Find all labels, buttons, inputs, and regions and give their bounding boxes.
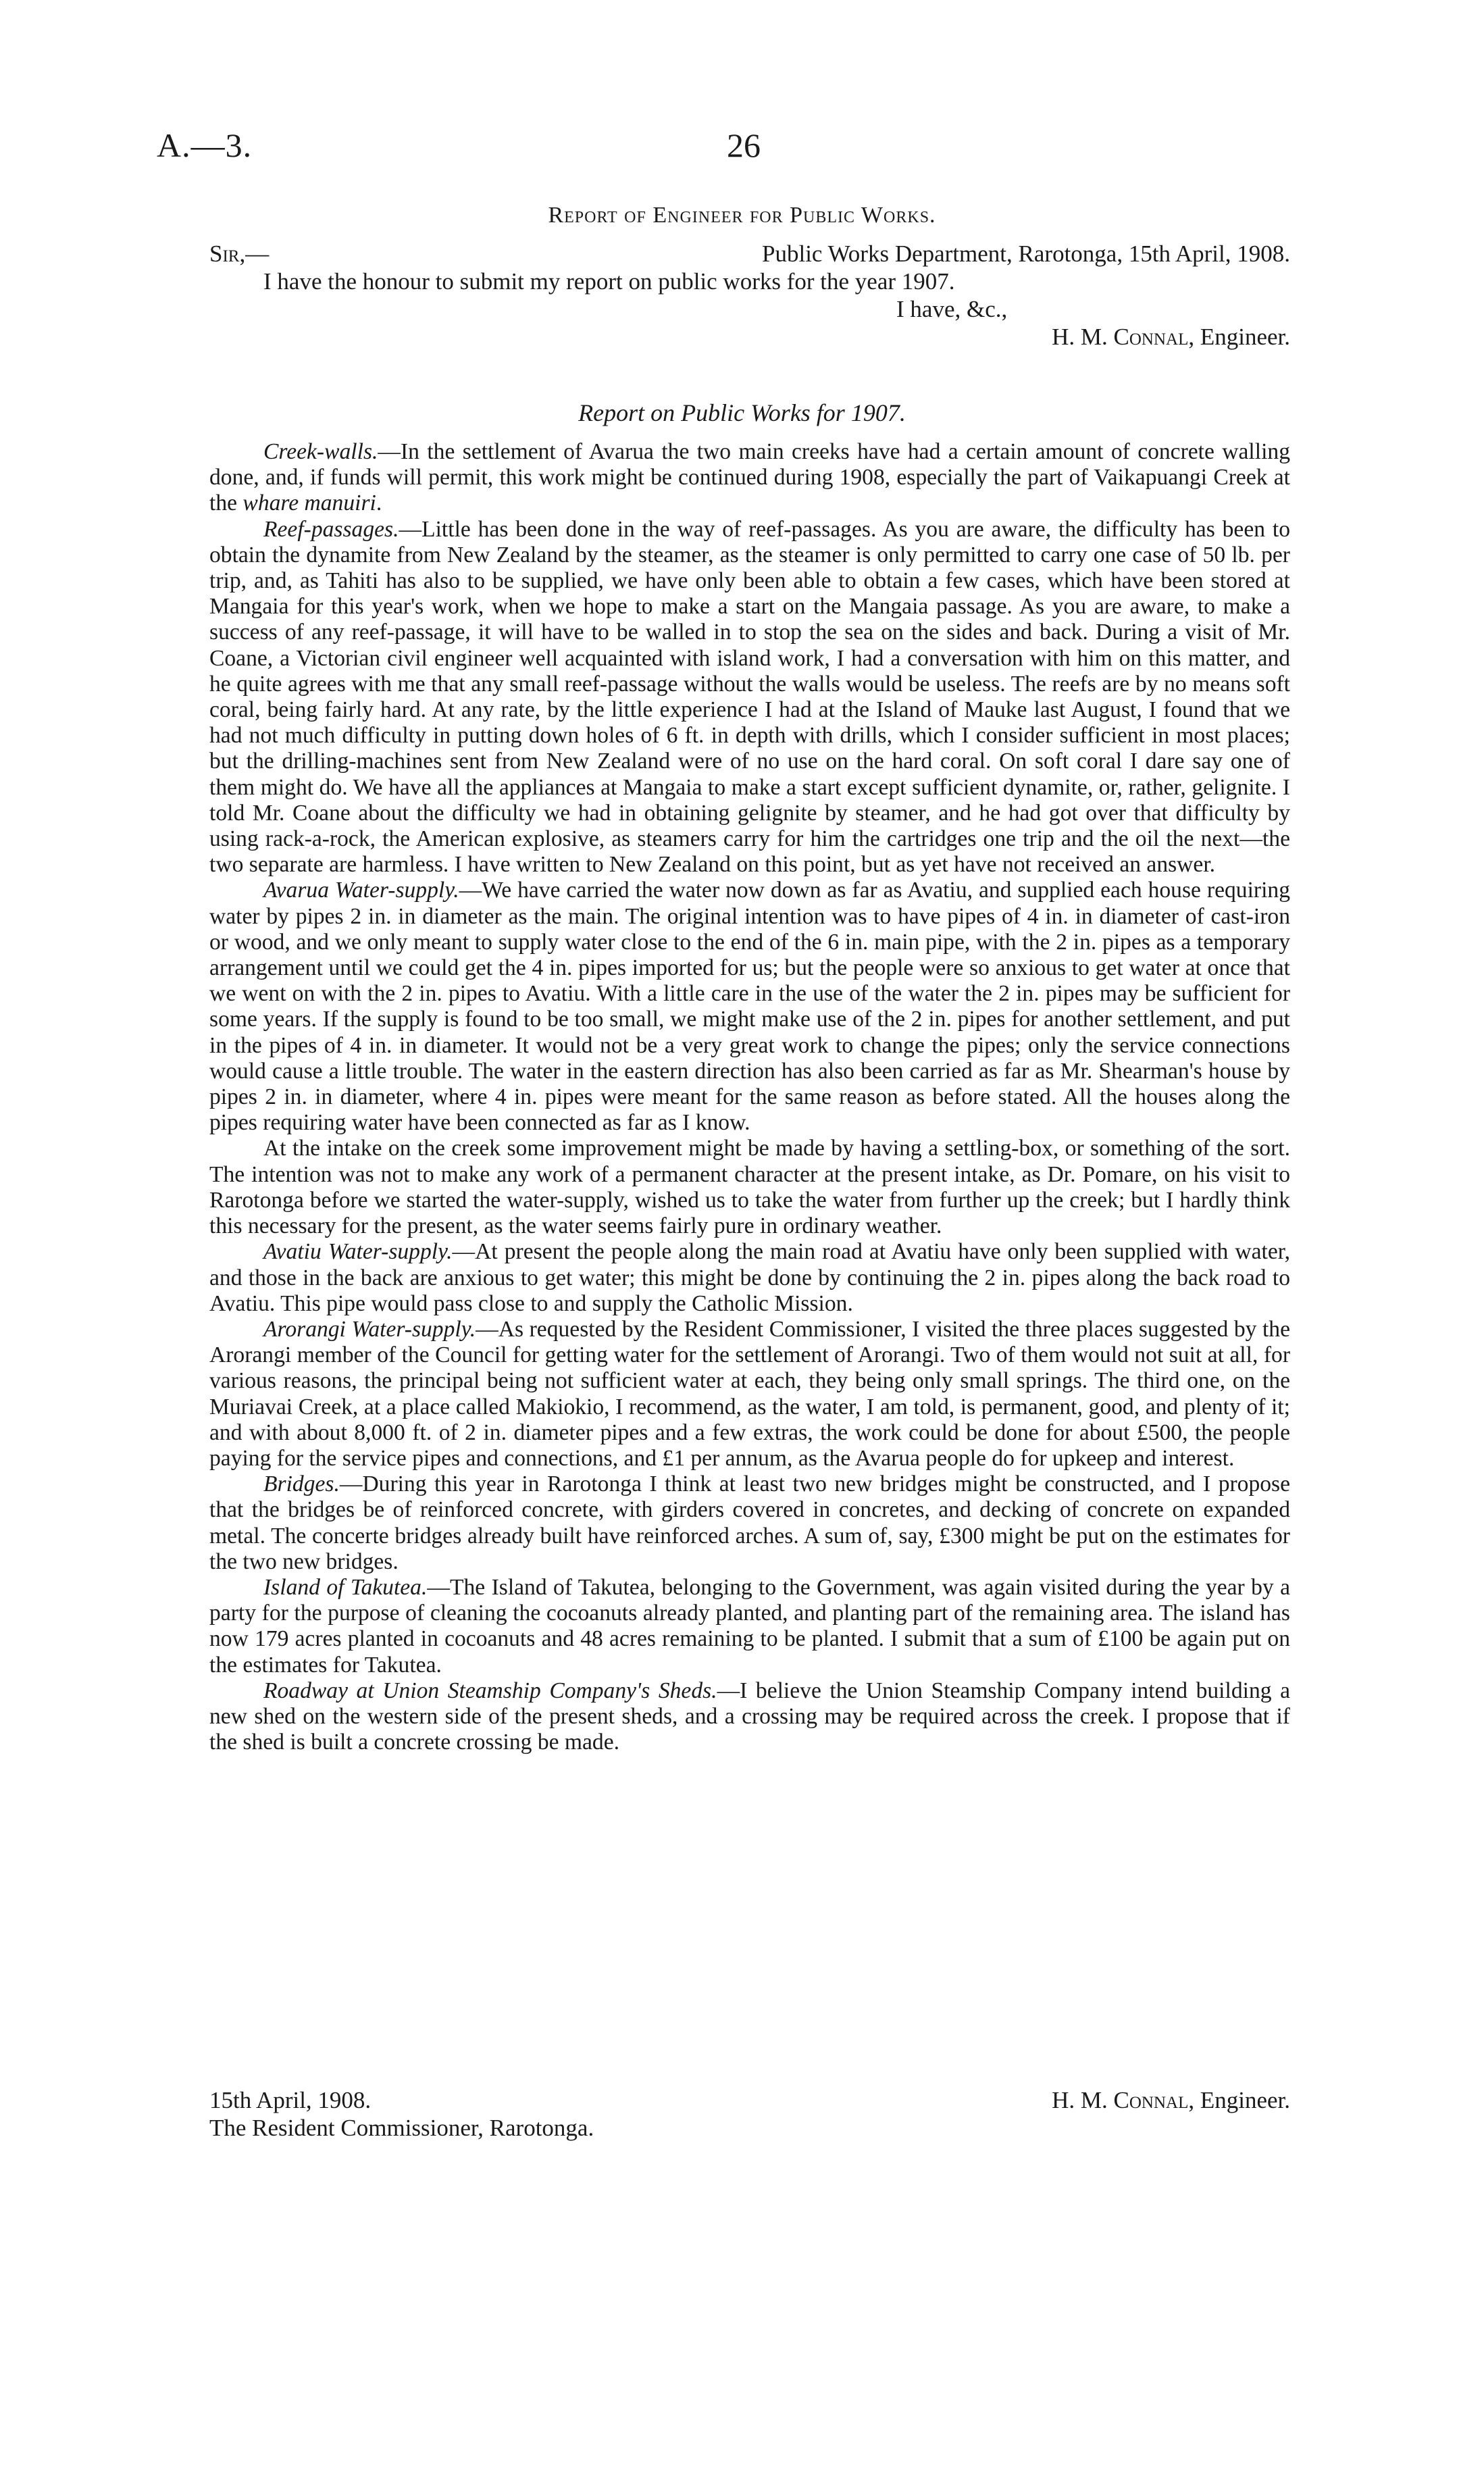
section-heading: Reef-passages. (263, 516, 399, 542)
section-text: —At present the people along the main road at Avatiu have only been supplied with water, and those in the back are anxious to get water; this might be done by continuing the 2 in. pipes along the back road to Avatiu. This pipe would pass close to and supply the Catholic Mission. (209, 1239, 1290, 1316)
report-subtitle: Report on Public Works for 1907. (578, 399, 906, 426)
section-heading: Avatiu Water-supply. (263, 1239, 453, 1265)
section-reef-passages (209, 517, 1290, 878)
letter-closing: I have, &c., (896, 296, 1008, 322)
section-avarua-water-supply (209, 878, 1290, 1136)
page-number: 26 (727, 126, 761, 164)
report-closing (209, 2086, 1290, 2142)
report-body (209, 439, 1290, 1755)
section-text: —We have carried the water now down as far as Avatiu, and supplied each house requiring water by pipes 2 in. in diameter as the main. The original intention was to have pipes of 4 in. in diameter of cast-iron or wood, and we only meant to supply water close to the end of the 6 in. main pipe, with the 2 in. pipes as a temporary arrangement until we could get the 4 in. pipes imported for us; but the people were so anxious to get water at once that we went on with the 2 in. pipes to Avatiu. With a little care in the use of the water the 2 in. pipes may be sufficient for some years. If the supply is found to be too small, we might make use of the 2 in. pipes for another settlement, and put in the pipes of 4 in. in diameter. It would not be a very great work to change the pipes; only the service connections would cause a little trouble. The water in the eastern direction has also been carried as far as Mr. Shearman's house by pipes 2 in. in diameter, where 4 in. pipes were meant for the same reason as before stated. All the houses along the pipes requiring water have been connected as far as I know. (209, 878, 1290, 1136)
section-text: —In the settlement of Avarua the two main creeks have had a certain amount of concrete walling done, and, if funds will permit, this work might be continued during 1908, especially the part of Vaikapuangi Creek at the (209, 439, 1290, 516)
section-island-of-takutea (209, 1575, 1290, 1678)
closing-signature (1052, 2086, 1290, 2114)
closing-date: 15th April, 1908. (209, 2087, 372, 2113)
addressee: The Resident Commissioner, Rarotonga. (209, 2115, 594, 2141)
section-heading: Arorangi Water-supply. (263, 1316, 476, 1342)
section-roadway-union-steamship (209, 1678, 1290, 1756)
section-text: —As requested by the Resident Commissioner, I visited the three places suggested by the Arorangi member of the Council for getting water for the settlement of Arorangi. Two of them would not suit at all, for various reasons, the principal being not sufficient water at each, they being only small springs. The third one, on the Muriavai Creek, at a place called Makiokio, I recommend, as the water, I am told, is permanent, good, and plenty of it; and with about 8,000 ft. of 2 in. diameter pipes and a few extras, the work could be done for about £500, the people paying for the service pipes and connections, and £1 per annum, as the Avarua people do for upkeep and interest. (209, 1316, 1290, 1471)
signer-name: H. M. Connal (1052, 324, 1189, 350)
section-heading: Bridges. (263, 1471, 340, 1497)
letter-body: I have the honour to submit my report on public works for the year 1907. (263, 268, 955, 295)
section-heading: Island of Takutea. (263, 1574, 428, 1600)
signer-title: , Engineer. (1188, 324, 1290, 350)
salutation: Sir,— (209, 241, 270, 267)
section-italic-term: whare manuiri (242, 490, 376, 516)
section-text: At the intake on the creek some improvement might be made by having a settling-box, or something of the sort. The intention was not to make any work of a permanent character at the present intake, as Dr. Pomare, on his visit to Rarotonga before we started the water-supply, wished us to take the water from further up the creek; but I hardly think this necessary for the present, as the water seems fairly pure in ordinary weather. (209, 1136, 1290, 1239)
cover-letter (209, 240, 1290, 351)
closing-signer-title: , Engineer. (1188, 2087, 1290, 2113)
dateline: Public Works Department, Rarotonga, 15th April, 1908. (762, 241, 1290, 267)
page-reference: A.—3. (157, 126, 253, 164)
section-end: . (376, 490, 382, 516)
section-intake (209, 1136, 1290, 1239)
report-title: Report of Engineer for Public Works. (548, 203, 936, 228)
section-heading: Creek-walls. (263, 439, 378, 464)
section-bridges (209, 1471, 1290, 1575)
section-text: —I believe the Union Steamship Company intend building a new shed on the western side of the present sheds, and a crossing may be required across the creek. I propose that if the shed is built a concrete crossing be made. (209, 1678, 1290, 1755)
section-creek-walls (209, 439, 1290, 517)
letter-signature (1052, 323, 1290, 351)
section-heading: Roadway at Union Steamship Company's Sheds. (263, 1678, 717, 1703)
closing-signer-name: H. M. Connal (1052, 2087, 1189, 2113)
section-text: —During this year in Rarotonga I think at least two new bridges might be constructed, and I propose that the bridges be of reinforced concrete, with girders covered in concretes, and decking of concrete on expanded metal. The concerte bridges already built have reinforced arches. A sum of, say, £300 might be put on the estimates for the two new bridges. (209, 1471, 1290, 1574)
section-avatiu-water-supply (209, 1239, 1290, 1317)
section-heading: Avarua Water-supply. (263, 878, 459, 903)
section-text: —Little has been done in the way of reef-passages. As you are aware, the difficulty has been to obtain the dynamite from New Zealand by the steamer, as the steamer is only permitted to carry one case of 50 lb. per trip, and, as Tahiti has also to be supplied, we have only been able to obtain a few cases, which have been stored at Mangaia for this year's work, when we hope to make a start on the Mangaia passage. As you are aware, to make a success of any reef-passage, it will have to be walled in to stop the sea on the sides and back. During a visit of Mr. Coane, a Victorian civil engineer well acquainted with island work, I had a conversation with him on this matter, and he quite agrees with me that any small reef-passage without the walls would be useless. The reefs are by no means soft coral, being fairly hard. At any rate, by the little experience I had at the Island of Mauke last August, I found that we had not much difficulty in putting down holes of 6 ft. in depth with drills, which I consider sufficient in most places; but the drilling-machines sent from New Zealand were of no use on the hard coral. On soft coral I dare say one of them might do. We have all the appliances at Mangaia to make a start except sufficient dynamite, or, rather, gelignite. I told Mr. Coane about the difficulty we had in obtaining gelignite by steamer, and he had got over that difficulty by using rack-a-rock, the American explosive, as steamers carry for him the cartridges one trip and the oil the next—the two separate are harmless. I have written to New Zealand on this point, but as yet have not received an answer. (209, 516, 1290, 878)
section-arorangi-water-supply (209, 1317, 1290, 1471)
section-text: —The Island of Takutea, belonging to the Government, was again visited during the year by a party for the purpose of cleaning the cocoanuts already planted, and planting part of the remaining area. The island has now 179 acres planted in cocoanuts and 48 acres remaining to be planted. I submit that a sum of £100 be again put on the estimates for Takutea. (209, 1574, 1290, 1678)
